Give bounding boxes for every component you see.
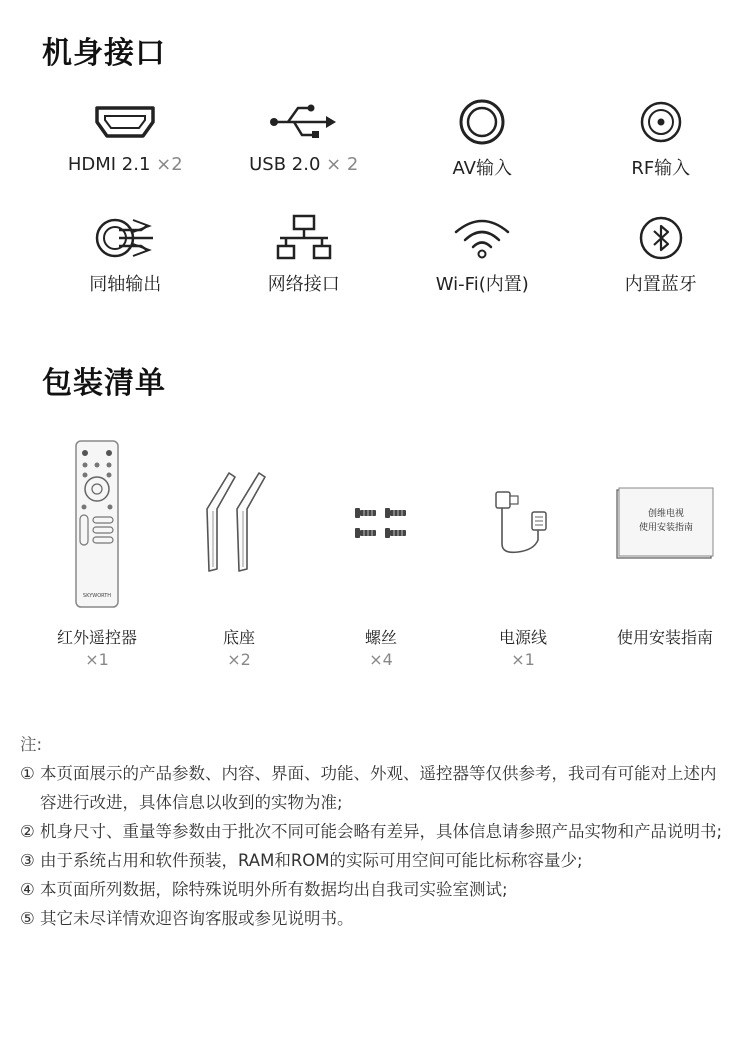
port-label-coaxial: 同轴输出	[89, 274, 162, 295]
note-item	[20, 759, 730, 817]
port-item-rf	[572, 96, 750, 180]
note-text: 本页面所列数据，除特殊说明外所有数据均出自我司实验室测试;	[40, 880, 508, 899]
package-name-remote: 红外遥控器	[56, 628, 137, 647]
screws-image	[351, 436, 411, 611]
note-number: ①	[20, 764, 35, 783]
note-text: 机身尺寸、重量等参数由于批次不同可能会略有差异，具体信息请参照产品实物和产品说明书;	[40, 822, 723, 841]
port-item-bluetooth	[572, 212, 750, 296]
ports-row-2	[0, 212, 750, 296]
port-item-hdmi	[36, 96, 215, 180]
bluetooth-icon	[638, 212, 684, 264]
rf-coax-icon	[639, 96, 683, 148]
usb-icon	[268, 96, 340, 148]
notes-heading: 注:	[20, 735, 43, 754]
port-label-rf: RF输入	[631, 158, 691, 179]
hdmi-port-icon	[93, 96, 157, 148]
package-name-power-cable: 电源线	[498, 628, 547, 647]
note-item	[20, 817, 730, 846]
note-text: 由于系统占用和软件预装，RAM和ROM的实际可用空间可能比标称容量少;	[40, 851, 583, 870]
note-item	[20, 846, 730, 875]
port-item-wifi	[393, 212, 572, 296]
port-item-lan	[215, 212, 394, 296]
package-items-row	[0, 436, 750, 669]
port-label-hdmi: HDMI 2.1 ×2	[67, 154, 183, 175]
port-item-usb	[215, 96, 394, 180]
av-jack-icon	[458, 96, 506, 148]
port-label-usb: USB 2.0 × 2	[249, 154, 359, 175]
network-lan-icon	[276, 212, 332, 264]
package-item-remote	[26, 436, 168, 669]
port-label-bluetooth: 内置蓝牙	[624, 274, 697, 295]
package-qty-remote: ×1	[85, 650, 109, 669]
note-item	[20, 904, 730, 933]
stand-legs-image	[199, 436, 279, 611]
manual-cover-line1: 创维电视	[647, 508, 685, 519]
note-number: ⑤	[20, 909, 35, 928]
port-item-av	[393, 96, 572, 180]
package-section-title: 包装清单	[42, 366, 166, 401]
ports-section-title: 机身接口	[42, 36, 166, 71]
note-text: 其它未尽详情欢迎咨询客服或参见说明书。	[40, 909, 354, 928]
power-cable-image	[488, 436, 558, 611]
package-name-manual: 使用安装指南	[616, 628, 713, 647]
manual-booklet-image	[615, 436, 715, 611]
port-label-lan: 网络接口	[267, 274, 340, 295]
wifi-icon	[453, 212, 511, 264]
package-qty-power-cable: ×1	[511, 650, 535, 669]
package-qty-screws: ×4	[369, 650, 393, 669]
port-item-coaxial	[36, 212, 215, 296]
notes-section	[20, 730, 730, 933]
package-item-power-cable	[452, 436, 594, 669]
package-name-stand: 底座	[222, 628, 255, 647]
note-number: ②	[20, 822, 35, 841]
note-number: ③	[20, 851, 35, 870]
package-qty-stand: ×2	[227, 650, 251, 669]
port-label-wifi: Wi-Fi(内置)	[435, 274, 529, 295]
port-label-av: AV输入	[452, 158, 512, 179]
package-item-manual	[594, 436, 736, 669]
package-item-screws	[310, 436, 452, 669]
remote-brand-text: SKYWORTH	[82, 592, 112, 599]
note-number: ④	[20, 880, 35, 899]
ports-row-1	[0, 96, 750, 180]
note-text: 本页面展示的产品参数、内容、界面、功能、外观、遥控器等仅供参考，我司有可能对上述内容进行改进，具体信息以收到的实物为准;	[40, 764, 717, 812]
coaxial-output-icon	[93, 212, 157, 264]
note-item	[20, 875, 730, 904]
manual-cover-line2: 使用安装指南	[638, 522, 694, 533]
package-name-screws: 螺丝	[364, 628, 397, 647]
remote-control-image	[74, 436, 120, 611]
package-item-stand	[168, 436, 310, 669]
